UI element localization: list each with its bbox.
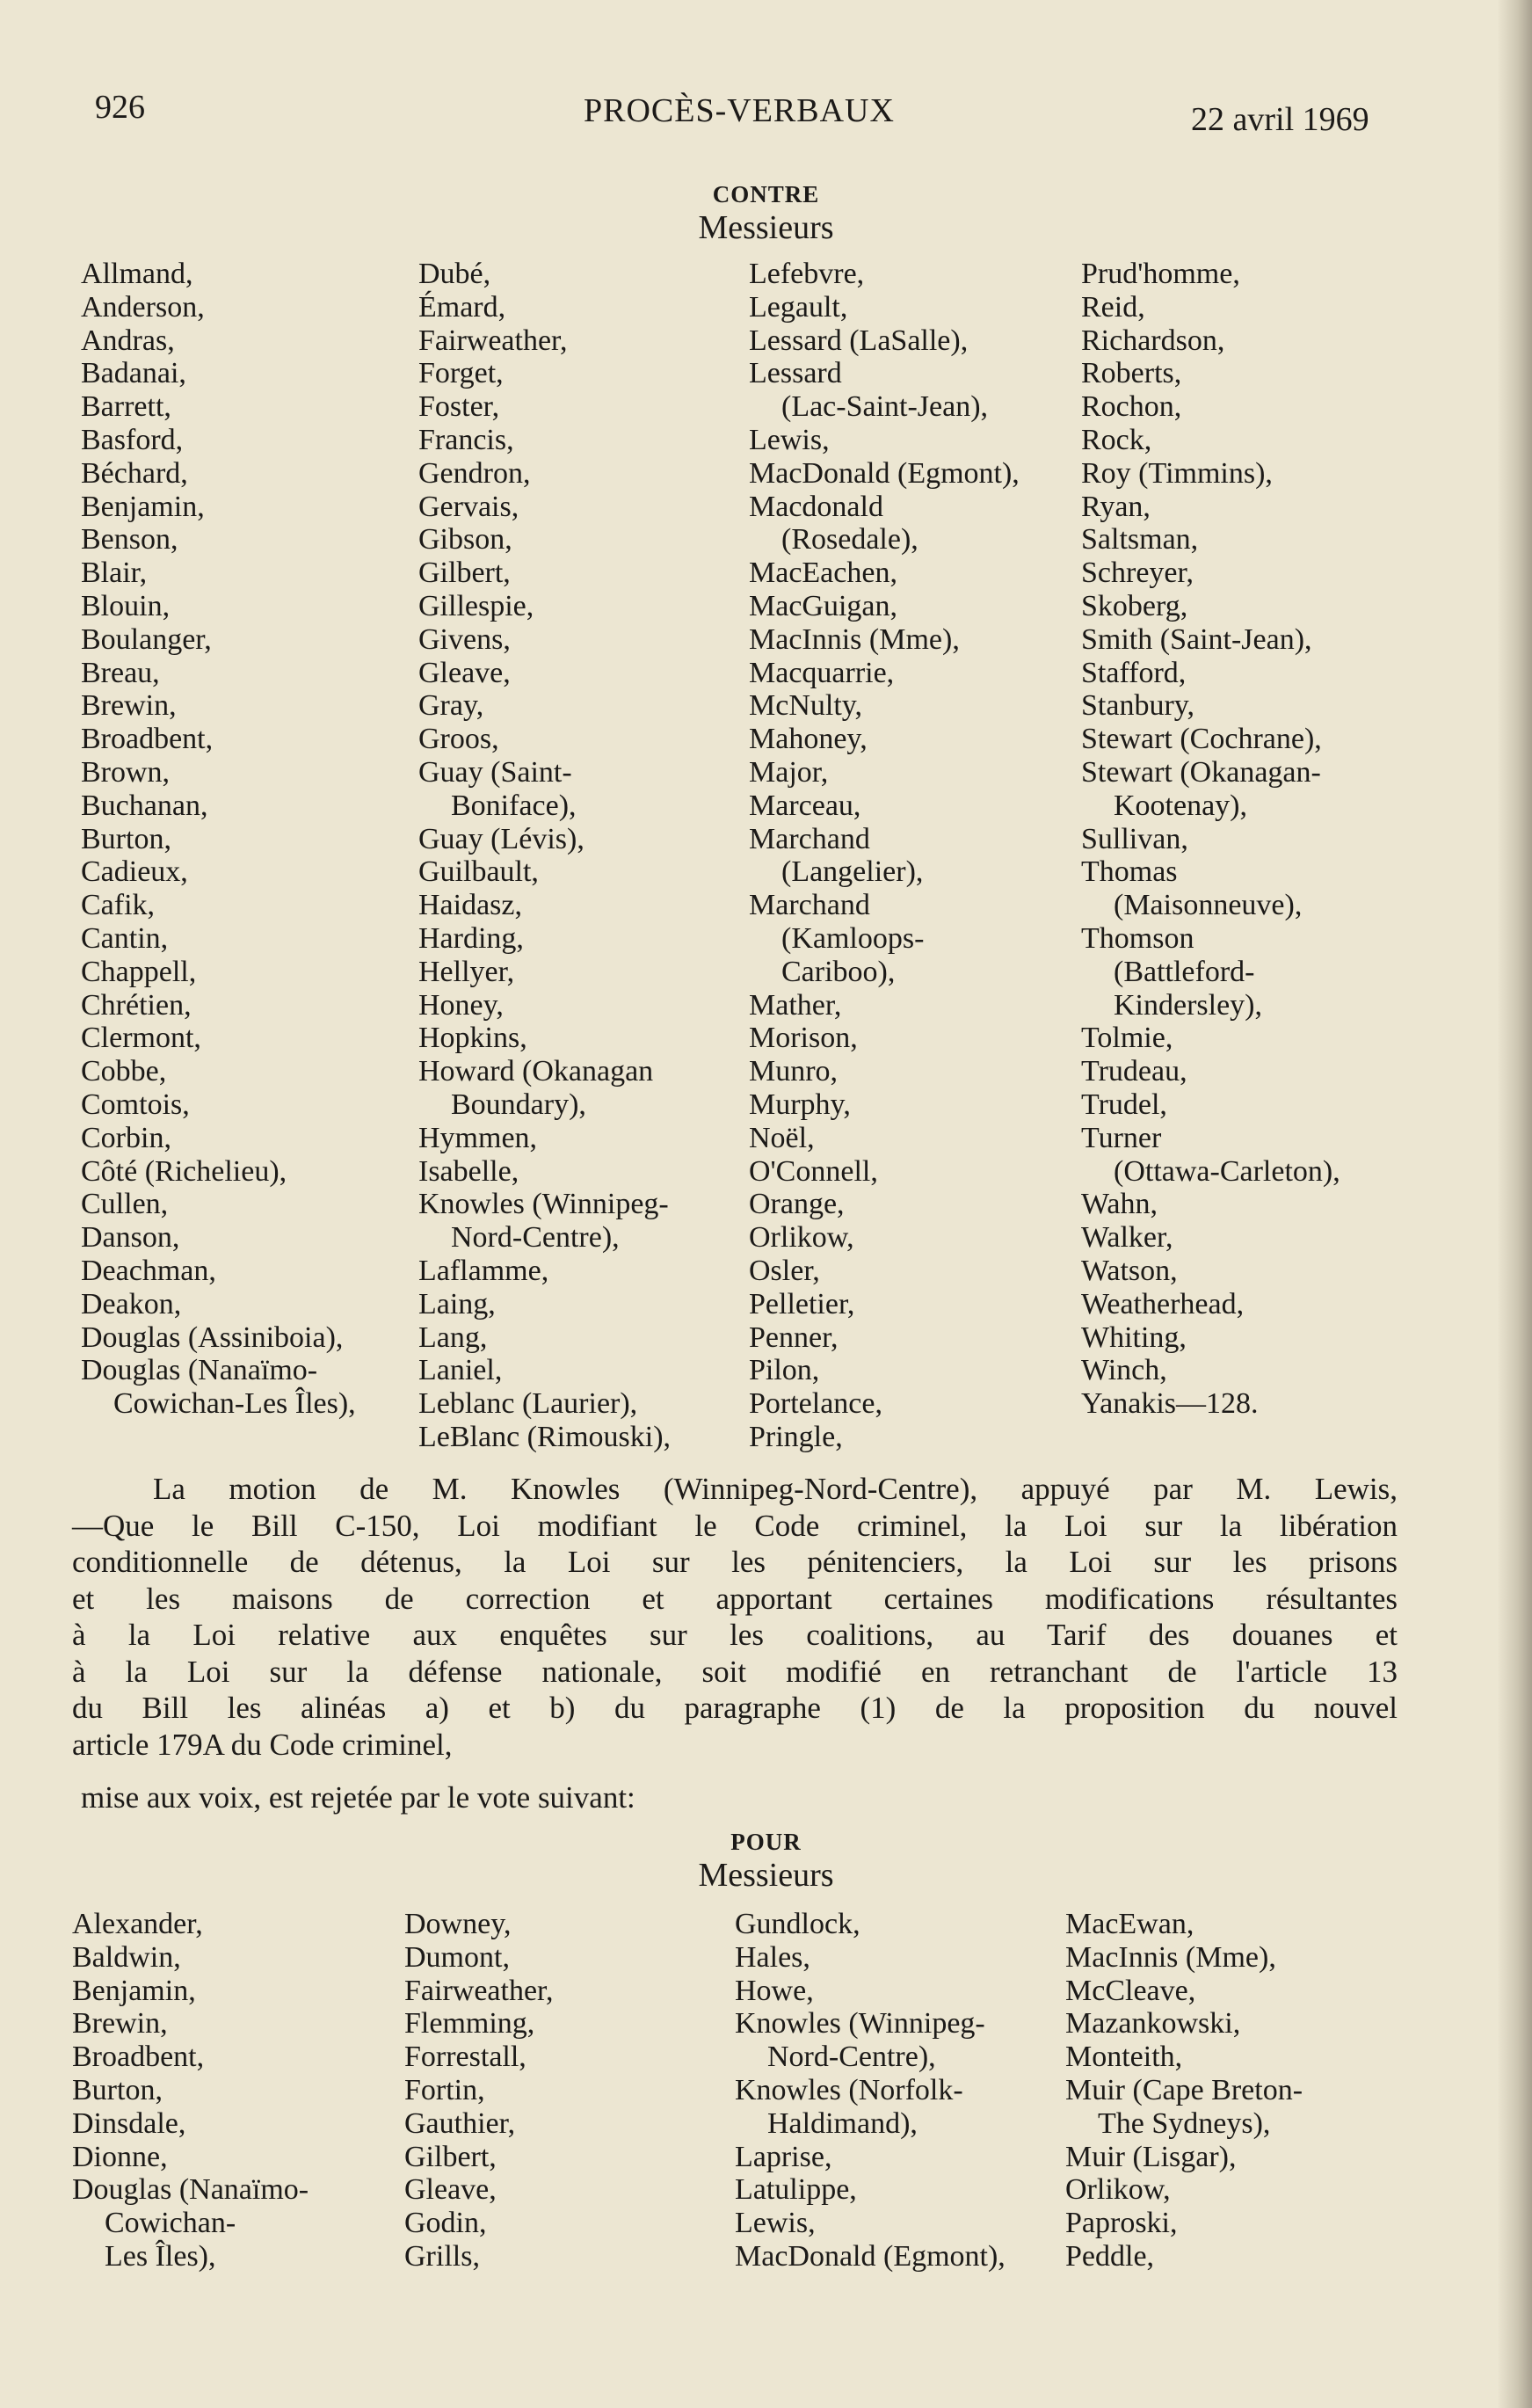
member-name: Guay (Lévis),	[418, 822, 584, 855]
member-name: Murphy,	[749, 1088, 851, 1121]
member-name: Paproski,	[1065, 2207, 1178, 2240]
member-name: Guilbault,	[418, 855, 539, 889]
member-name: Deakon,	[81, 1287, 182, 1320]
member-name: MacInnis (Mme),	[749, 622, 960, 656]
member-name: Broadbent,	[72, 2041, 205, 2074]
member-name: Lang,	[418, 1320, 488, 1354]
member-name: Legault,	[749, 290, 848, 324]
member-name: Monteith,	[1065, 2041, 1183, 2074]
motion-line: et les maisons de correction et apportant certaines modifications résultantes	[72, 1581, 1398, 1616]
member-name: Basford,	[81, 423, 184, 456]
member-name: Givens,	[418, 622, 511, 656]
member-name: (Kamloops-	[781, 921, 925, 955]
member-name: Gleave,	[404, 2173, 497, 2207]
member-name: MacEachen,	[749, 557, 897, 590]
member-name: The Sydneys),	[1098, 2106, 1271, 2140]
member-name: Sullivan,	[1081, 822, 1188, 855]
member-name: Knowles (Winnipeg-	[735, 2007, 985, 2041]
member-name: Muir (Lisgar),	[1065, 2140, 1237, 2173]
member-name: Marceau,	[749, 789, 861, 822]
member-name: Osler,	[749, 1254, 820, 1287]
member-name: Boundary),	[451, 1088, 586, 1121]
member-name: Dinsdale,	[72, 2106, 186, 2140]
member-name: Kootenay),	[1114, 789, 1248, 822]
member-name: Hymmen,	[418, 1121, 538, 1154]
member-name: (Rosedale),	[781, 523, 918, 557]
member-name: Yanakis—128.	[1081, 1387, 1259, 1421]
member-name: (Langelier),	[781, 855, 924, 889]
member-name: Chappell,	[81, 955, 197, 988]
member-name: Marchand	[749, 822, 870, 855]
motion-result: mise aux voix, est rejetée par le vote suivant:	[81, 1780, 635, 1815]
member-name: Skoberg,	[1081, 589, 1188, 622]
member-name: Gilbert,	[404, 2140, 497, 2173]
member-name: Béchard,	[81, 456, 188, 490]
member-name: Gilbert,	[418, 557, 511, 590]
member-name: Comtois,	[81, 1088, 190, 1121]
motion-line: article 179A du Code criminel,	[72, 1727, 453, 1762]
member-name: Gendron,	[418, 456, 531, 490]
member-name: Benson,	[81, 523, 178, 557]
member-name: Gundlock,	[735, 1908, 860, 1940]
contre-column-4	[1081, 258, 1340, 1421]
member-name: Douglas (Nanaïmo-	[81, 1354, 318, 1387]
member-name: Thomas	[1081, 855, 1178, 889]
member-name: Pelletier,	[749, 1287, 855, 1320]
member-name: Winch,	[1081, 1354, 1167, 1387]
member-name: Laprise,	[735, 2140, 832, 2173]
member-name: MacInnis (Mme),	[1065, 1940, 1276, 1974]
pour-column-1	[72, 1908, 309, 2273]
member-name: Gibson,	[418, 523, 512, 557]
member-name: (Lac-Saint-Jean),	[781, 390, 989, 424]
page-number: 926	[95, 89, 145, 126]
member-name: Clermont,	[81, 1022, 201, 1055]
contre-column-2	[418, 258, 671, 1454]
running-title: PROCÈS-VERBAUX	[584, 92, 895, 129]
member-name: Rock,	[1081, 423, 1152, 456]
member-name: Nord-Centre),	[451, 1221, 620, 1255]
member-name: MacEwan,	[1065, 1908, 1194, 1940]
member-name: Rochon,	[1081, 390, 1182, 424]
member-name: Cariboo),	[781, 955, 896, 988]
member-name: Benjamin,	[81, 490, 205, 523]
member-name: Penner,	[749, 1320, 839, 1354]
member-name: Fairweather,	[404, 1974, 554, 2007]
member-name: Grills,	[404, 2239, 480, 2273]
member-name: Benjamin,	[72, 1974, 196, 2007]
contre-column-1	[81, 258, 356, 1421]
member-name: Forget,	[418, 357, 504, 390]
page-edge-shadow	[1497, 0, 1532, 2408]
member-name: Boulanger,	[81, 622, 212, 656]
member-name: Gauthier,	[404, 2106, 516, 2140]
member-name: Lessard (LaSalle),	[749, 324, 969, 357]
member-name: Nord-Centre),	[767, 2041, 936, 2074]
member-name: (Maisonneuve),	[1114, 889, 1303, 922]
member-name: MacDonald (Egmont),	[735, 2239, 1006, 2273]
page-header	[0, 88, 1532, 141]
member-name: Cafik,	[81, 889, 156, 922]
member-name: Gervais,	[418, 490, 519, 523]
contre-column-3	[749, 258, 1020, 1454]
member-name: Pilon,	[749, 1354, 820, 1387]
member-name: LeBlanc (Rimouski),	[418, 1420, 672, 1453]
member-name: Brewin,	[81, 689, 177, 723]
member-name: Deachman,	[81, 1254, 216, 1287]
page-date: 22 avril 1969	[1191, 101, 1369, 138]
member-name: Peddle,	[1065, 2239, 1155, 2273]
member-name: Danson,	[81, 1221, 180, 1255]
member-name: Knowles (Norfolk-	[735, 2073, 963, 2106]
member-name: Cullen,	[81, 1188, 169, 1221]
member-name: Burton,	[81, 822, 171, 855]
member-name: Isabelle,	[418, 1154, 519, 1188]
pour-subheading: Messieurs	[698, 1857, 834, 1894]
member-name: Watson,	[1081, 1254, 1178, 1287]
member-name: Les Îles),	[105, 2239, 216, 2273]
member-name: Fortin,	[404, 2073, 485, 2106]
motion-line: du Bill les alinéas a) et b) du paragraphe (1) de la proposition du nouvel	[72, 1691, 1398, 1725]
member-name: (Ottawa-Carleton),	[1114, 1154, 1340, 1188]
contre-heading-block	[0, 181, 1532, 247]
member-name: Ryan,	[1081, 490, 1151, 523]
member-name: McNulty,	[749, 689, 863, 723]
member-name: MacDonald (Egmont),	[749, 456, 1020, 490]
member-name: Stewart (Okanagan-	[1081, 755, 1321, 789]
member-name: Blouin,	[81, 589, 171, 622]
member-name: Turner	[1081, 1121, 1162, 1154]
member-name: Laflamme,	[418, 1254, 549, 1287]
member-name: Trudeau,	[1081, 1055, 1187, 1088]
pour-column-2	[404, 1908, 554, 2273]
member-name: Harding,	[418, 921, 524, 955]
member-name: Alexander,	[72, 1908, 203, 1940]
member-name: Breau,	[81, 656, 160, 689]
member-name: Stewart (Cochrane),	[1081, 723, 1322, 756]
member-name: Roberts,	[1081, 357, 1182, 390]
motion-line: La motion de M. Knowles (Winnipeg-Nord-Centre), appuyé par M. Lewis,	[153, 1472, 1398, 1506]
member-name: Buchanan,	[81, 789, 208, 822]
member-name: Walker,	[1081, 1221, 1173, 1255]
pour-heading: POUR	[730, 1829, 802, 1855]
member-name: Haldimand),	[767, 2106, 918, 2140]
member-name: Barrett,	[81, 390, 171, 424]
member-name: McCleave,	[1065, 1974, 1196, 2007]
member-name: Badanai,	[81, 357, 186, 390]
member-name: Mazankowski,	[1065, 2007, 1241, 2041]
member-name: Haidasz,	[418, 889, 523, 922]
member-name: Cowichan-	[105, 2207, 236, 2240]
pour-column-3	[735, 1908, 1006, 2273]
member-name: Munro,	[749, 1055, 839, 1088]
member-name: Andras,	[81, 324, 175, 357]
member-name: Gleave,	[418, 656, 511, 689]
member-name: Mather,	[749, 988, 842, 1022]
pour-heading-block	[0, 1829, 1532, 1895]
member-name: Guay (Saint-	[418, 755, 572, 789]
member-name: Dionne,	[72, 2140, 168, 2173]
member-name: Anderson,	[81, 290, 205, 324]
member-name: Hellyer,	[418, 955, 515, 988]
motion-paragraph	[72, 1471, 1398, 1763]
member-name: Richardson,	[1081, 324, 1225, 357]
member-name: Allmand,	[81, 258, 193, 290]
member-name: Cowichan-Les Îles),	[113, 1387, 356, 1421]
member-name: Honey,	[418, 988, 504, 1022]
member-name: Orlikow,	[1065, 2173, 1171, 2207]
member-name: Downey,	[404, 1908, 512, 1940]
member-name: Saltsman,	[1081, 523, 1199, 557]
member-name: Francis,	[418, 423, 514, 456]
member-name: Reid,	[1081, 290, 1145, 324]
member-name: MacGuigan,	[749, 589, 898, 622]
member-name: Laniel,	[418, 1354, 503, 1387]
member-name: Whiting,	[1081, 1320, 1187, 1354]
member-name: Boniface),	[451, 789, 577, 822]
member-name: Broadbent,	[81, 723, 214, 756]
motion-line: conditionnelle de détenus, la Loi sur les pénitenciers, la Loi sur les prisons	[72, 1545, 1398, 1579]
member-name: Wahn,	[1081, 1188, 1158, 1221]
member-name: Muir (Cape Breton-	[1065, 2073, 1303, 2106]
member-name: Kindersley),	[1114, 988, 1263, 1022]
contre-subheading: Messieurs	[698, 209, 834, 246]
member-name: Stafford,	[1081, 656, 1187, 689]
member-name: Chrétien,	[81, 988, 192, 1022]
member-name: Émard,	[418, 290, 506, 324]
member-name: Macquarrie,	[749, 656, 895, 689]
member-name: Dumont,	[404, 1940, 510, 1974]
member-name: Burton,	[72, 2073, 163, 2106]
member-name: Cadieux,	[81, 855, 188, 889]
member-name: Hales,	[735, 1940, 810, 1974]
member-name: Morison,	[749, 1022, 858, 1055]
motion-text	[72, 1471, 1398, 1763]
member-name: Forrestall,	[404, 2041, 526, 2074]
member-name: Roy (Timmins),	[1081, 456, 1273, 490]
member-name: Brown,	[81, 755, 171, 789]
member-name: Lewis,	[749, 423, 830, 456]
member-name: Groos,	[418, 723, 499, 756]
motion-line: à la Loi relative aux enquêtes sur les coalitions, au Tarif des douanes et	[72, 1618, 1398, 1652]
member-name: Prud'homme,	[1081, 258, 1240, 290]
member-name: Schreyer,	[1081, 557, 1194, 590]
member-name: Corbin,	[81, 1121, 171, 1154]
member-name: Douglas (Assiniboia),	[81, 1320, 344, 1354]
member-name: Gillespie,	[418, 589, 534, 622]
motion-line: à la Loi sur la défense nationale, soit modifié en retranchant de l'article 13	[72, 1654, 1398, 1689]
member-name: Howe,	[735, 1974, 814, 2007]
motion-line: —Que le Bill C-150, Loi modifiant le Code criminel, la Loi sur la libération	[72, 1508, 1398, 1543]
member-name: Lefebvre,	[749, 258, 865, 290]
member-name: Weatherhead,	[1081, 1287, 1245, 1320]
member-name: Flemming,	[404, 2007, 535, 2041]
member-name: Cantin,	[81, 921, 169, 955]
member-name: Smith (Saint-Jean),	[1081, 622, 1312, 656]
member-name: Macdonald	[749, 490, 883, 523]
member-name: Laing,	[418, 1287, 496, 1320]
member-name: Fairweather,	[418, 324, 568, 357]
member-name: Major,	[749, 755, 829, 789]
member-name: Thomson	[1081, 921, 1194, 955]
member-name: Tolmie,	[1081, 1022, 1173, 1055]
member-name: Leblanc (Laurier),	[418, 1387, 638, 1421]
member-name: Godin,	[404, 2207, 487, 2240]
pour-column-4	[1065, 1908, 1303, 2273]
member-name: Noël,	[749, 1121, 815, 1154]
member-name: O'Connell,	[749, 1154, 878, 1188]
member-name: Baldwin,	[72, 1940, 181, 1974]
member-name: Côté (Richelieu),	[81, 1154, 287, 1188]
member-name: Lewis,	[735, 2207, 816, 2240]
member-name: Gray,	[418, 689, 484, 723]
member-name: Trudel,	[1081, 1088, 1167, 1121]
member-name: Portelance,	[749, 1387, 882, 1421]
member-name: Cobbe,	[81, 1055, 167, 1088]
member-name: Mahoney,	[749, 723, 868, 756]
member-name: Hopkins,	[418, 1022, 527, 1055]
contre-heading: CONTRE	[712, 181, 820, 207]
member-name: Douglas (Nanaïmo-	[72, 2173, 309, 2207]
member-name: Stanbury,	[1081, 689, 1195, 723]
member-name: Orange,	[749, 1188, 845, 1221]
member-name: Latulippe,	[735, 2173, 857, 2207]
member-name: Orlikow,	[749, 1221, 854, 1255]
member-name: Knowles (Winnipeg-	[418, 1188, 669, 1221]
member-name: Foster,	[418, 390, 500, 424]
member-name: Pringle,	[749, 1420, 843, 1453]
member-name: Blair,	[81, 557, 148, 590]
member-name: Howard (Okanagan	[418, 1055, 654, 1088]
member-name: (Battleford-	[1114, 955, 1255, 988]
member-name: Brewin,	[72, 2007, 168, 2041]
member-name: Lessard	[749, 357, 842, 390]
member-name: Dubé,	[418, 258, 491, 290]
member-name: Marchand	[749, 889, 870, 922]
